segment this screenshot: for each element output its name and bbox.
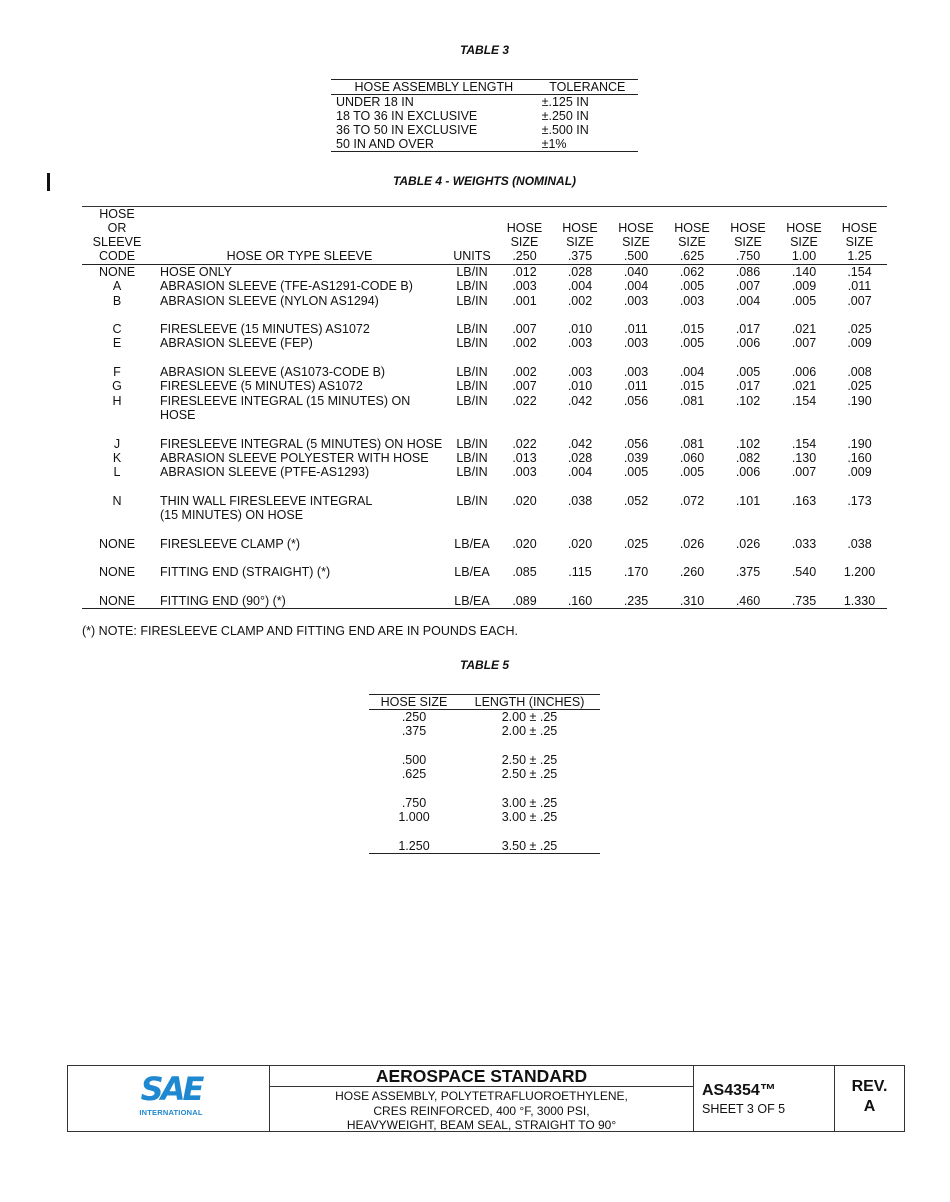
description-cell: ABRASION SLEEVE (TFE-AS1291-CODE B) bbox=[160, 279, 413, 294]
description-cell: ABRASION SLEEVE (NYLON AS1294) bbox=[160, 293, 379, 308]
weight-cell: .042 bbox=[567, 436, 593, 451]
weight-cell: .026 bbox=[735, 536, 761, 551]
weight-cell: .020 bbox=[512, 493, 537, 508]
code-cell: J bbox=[113, 436, 121, 451]
weight-cell: .039 bbox=[623, 450, 649, 465]
table4-header-units: UNITS bbox=[447, 207, 497, 265]
table-row bbox=[82, 351, 887, 380]
length-cell: 2.50 ± .25 bbox=[501, 752, 558, 767]
table3 bbox=[331, 79, 638, 152]
weight-cell: .005 bbox=[791, 293, 817, 308]
units-cell: LB/IN bbox=[456, 493, 488, 508]
weight-cell: .060 bbox=[679, 450, 705, 465]
table-row bbox=[82, 479, 887, 522]
sae-logo-text: INTERNATIONAL bbox=[139, 1108, 203, 1117]
length-cell: 3.50 ± .25 bbox=[459, 824, 600, 853]
hose-size-cell: .250 bbox=[401, 710, 427, 724]
weight-cell: .056 bbox=[623, 393, 649, 408]
weight-cell: .013 bbox=[512, 450, 537, 465]
table-row bbox=[82, 580, 887, 609]
table4-note: (*) NOTE: FIRESLEEVE CLAMP AND FITTING END ARE IN POUNDS EACH. bbox=[82, 624, 518, 638]
weight-cell: .003 bbox=[679, 293, 705, 308]
table-row bbox=[369, 810, 600, 824]
table4-weights bbox=[82, 206, 887, 609]
weight-cell: .102 bbox=[735, 393, 761, 408]
code-cell: L bbox=[113, 465, 121, 480]
table-row bbox=[369, 710, 600, 725]
description-cell: ABRASION SLEEVE (AS1073-CODE B) bbox=[160, 365, 386, 380]
sae-logo-letters: SAE bbox=[140, 1070, 202, 1108]
description-cell: FIRESLEEVE INTEGRAL (5 MINUTES) ON HOSE bbox=[160, 436, 443, 451]
tolerance-cell: ±.250 IN bbox=[541, 109, 589, 123]
table-row bbox=[331, 123, 638, 137]
subtitle-line: HEAVYWEIGHT, BEAM SEAL, STRAIGHT TO 90° bbox=[346, 1118, 617, 1132]
weight-cell: .025 bbox=[847, 379, 872, 394]
hose-size-cell: .625 bbox=[401, 767, 427, 782]
tolerance-cell: ±1% bbox=[537, 137, 638, 152]
table4-header-desc: HOSE OR TYPE SLEEVE bbox=[152, 207, 447, 265]
weight-cell: .154 bbox=[791, 436, 817, 451]
weight-cell: .310 bbox=[664, 580, 720, 609]
weight-cell: .007 bbox=[512, 322, 537, 337]
table-row bbox=[82, 308, 887, 337]
units-cell: LB/IN bbox=[456, 279, 488, 294]
doc-number-cell bbox=[694, 1066, 835, 1131]
description-cell: FITTING END (STRAIGHT) (*) bbox=[160, 565, 331, 580]
weight-cell: .033 bbox=[791, 536, 817, 551]
weight-cell: .007 bbox=[735, 279, 761, 294]
weight-cell: .540 bbox=[791, 565, 817, 580]
hose-size-cell: .375 bbox=[401, 724, 427, 739]
size-header: HOSE SIZE .375 bbox=[552, 207, 608, 265]
units-cell: LB/IN bbox=[456, 365, 488, 380]
table-row bbox=[82, 422, 887, 451]
table-row bbox=[331, 137, 638, 152]
weight-cell: .081 bbox=[679, 436, 705, 451]
rev-value: A bbox=[863, 1098, 876, 1115]
description-cell: FITTING END (90°) (*) bbox=[152, 580, 447, 609]
subtitle-line: CRES REINFORCED, 400 °F, 3000 PSI, bbox=[373, 1103, 590, 1118]
weight-cell: .007 bbox=[847, 293, 872, 308]
weight-cell: .028 bbox=[567, 265, 593, 279]
table-row bbox=[82, 379, 887, 393]
description-cell: ABRASION SLEEVE POLYESTER WITH HOSE bbox=[160, 450, 429, 465]
weight-cell: .015 bbox=[679, 379, 705, 394]
weight-cell: .002 bbox=[512, 336, 537, 351]
weight-cell: .003 bbox=[623, 365, 649, 380]
table4-header-code: HOSE OR SLEEVE CODE bbox=[82, 207, 152, 265]
subtitle-line: HOSE ASSEMBLY, POLYTETRAFLUOROETHYLENE, bbox=[335, 1089, 628, 1103]
weight-cell: .009 bbox=[791, 279, 817, 294]
length-cell: UNDER 18 IN bbox=[336, 95, 414, 109]
weight-cell: .004 bbox=[679, 365, 705, 380]
weight-cell: .011 bbox=[847, 279, 872, 294]
weight-cell: .160 bbox=[552, 580, 608, 609]
weight-cell: .004 bbox=[735, 293, 761, 308]
description-cell: FIRESLEEVE (5 MINUTES) AS1072 bbox=[160, 379, 363, 394]
code-cell: N bbox=[112, 493, 122, 508]
weight-cell: .004 bbox=[567, 465, 593, 480]
weight-cell: .170 bbox=[623, 565, 649, 580]
weight-cell: .040 bbox=[623, 265, 649, 279]
weight-cell: .009 bbox=[847, 336, 872, 351]
units-cell: LB/EA bbox=[454, 536, 490, 551]
weight-cell: .003 bbox=[567, 336, 593, 351]
description-cell: ABRASION SLEEVE (FEP) bbox=[160, 336, 313, 351]
code-cell: G bbox=[112, 379, 122, 394]
units-cell: LB/EA bbox=[454, 565, 490, 580]
table-row bbox=[82, 522, 887, 551]
size-header: HOSE SIZE .250 bbox=[497, 207, 552, 265]
weight-cell: .011 bbox=[624, 379, 648, 394]
weight-cell: .020 bbox=[512, 536, 537, 551]
units-cell: LB/IN bbox=[456, 436, 488, 451]
weight-cell: .085 bbox=[512, 565, 537, 580]
weight-cell: .042 bbox=[567, 393, 593, 408]
revision-change-bar bbox=[47, 173, 50, 191]
code-cell: F bbox=[113, 365, 121, 380]
weight-cell: .140 bbox=[791, 265, 817, 279]
code-cell: A bbox=[112, 279, 122, 294]
weight-cell: .005 bbox=[623, 465, 649, 480]
description-cell: THIN WALL FIRESLEEVE INTEGRAL (15 MINUTES) ON HOSE bbox=[160, 493, 373, 523]
description-cell: FIRESLEEVE (15 MINUTES) AS1072 bbox=[160, 322, 370, 337]
units-cell: LB/IN bbox=[456, 450, 488, 465]
units-cell: LB/IN bbox=[456, 336, 488, 351]
weight-cell: .005 bbox=[679, 336, 705, 351]
table-row bbox=[369, 824, 600, 853]
table3-header-length: HOSE ASSEMBLY LENGTH bbox=[331, 80, 537, 95]
weight-cell: .260 bbox=[679, 565, 705, 580]
weight-cell: .008 bbox=[847, 365, 872, 380]
weight-cell: .101 bbox=[735, 493, 761, 508]
table-row bbox=[369, 781, 600, 810]
code-cell: E bbox=[112, 336, 122, 351]
rev-label: REV. bbox=[851, 1078, 888, 1095]
table-row bbox=[82, 394, 887, 423]
table-row bbox=[369, 739, 600, 768]
weight-cell: .011 bbox=[624, 322, 648, 337]
weight-cell: .081 bbox=[679, 393, 705, 408]
weight-cell: .173 bbox=[847, 493, 872, 508]
table-row bbox=[331, 109, 638, 123]
description-cell: FIRESLEEVE INTEGRAL (15 MINUTES) ON HOSE bbox=[160, 393, 411, 422]
code-cell: H bbox=[112, 393, 122, 408]
weight-cell: .003 bbox=[512, 279, 537, 294]
weight-cell: .007 bbox=[791, 465, 817, 480]
hose-size-cell: 1.250 bbox=[369, 824, 459, 853]
description-cell: FIRESLEEVE CLAMP (*) bbox=[160, 536, 301, 551]
weight-cell: .154 bbox=[791, 393, 817, 408]
weight-cell: .015 bbox=[679, 322, 705, 337]
table-row bbox=[82, 551, 887, 580]
units-cell: LB/EA bbox=[447, 580, 497, 609]
weight-cell: .004 bbox=[567, 279, 593, 294]
table-row bbox=[369, 724, 600, 738]
weight-cell: .006 bbox=[735, 336, 761, 351]
table5-caption: TABLE 5 bbox=[459, 658, 510, 672]
table-row bbox=[82, 451, 887, 465]
units-cell: LB/IN bbox=[456, 322, 488, 337]
weight-cell: .004 bbox=[623, 279, 649, 294]
weight-cell: .022 bbox=[512, 436, 537, 451]
weight-cell: .010 bbox=[567, 322, 593, 337]
weight-cell: .006 bbox=[735, 465, 761, 480]
code-cell: NONE bbox=[98, 536, 136, 551]
weight-cell: .115 bbox=[568, 565, 592, 580]
table5-header-length: LENGTH (INCHES) bbox=[459, 695, 600, 710]
description-cell: ABRASION SLEEVE (PTFE-AS1293) bbox=[160, 465, 370, 480]
weight-cell: .003 bbox=[512, 465, 537, 480]
weight-cell: .190 bbox=[847, 393, 872, 408]
description-cell: HOSE ONLY bbox=[160, 265, 233, 279]
table-row bbox=[82, 465, 887, 479]
weight-cell: .020 bbox=[567, 536, 593, 551]
weight-cell: .009 bbox=[847, 465, 872, 480]
weight-cell: .003 bbox=[567, 365, 593, 380]
weight-cell: .082 bbox=[735, 450, 761, 465]
table4-caption: TABLE 4 - WEIGHTS (NOMINAL) bbox=[392, 174, 577, 188]
code-cell: NONE bbox=[98, 565, 136, 580]
weight-cell: .375 bbox=[735, 565, 761, 580]
weight-cell: .025 bbox=[623, 536, 649, 551]
doc-number: AS4354™ bbox=[702, 1082, 776, 1099]
weight-cell: 1.200 bbox=[843, 565, 876, 580]
weight-cell: .102 bbox=[735, 436, 761, 451]
standard-subtitle bbox=[270, 1087, 693, 1133]
weight-cell: .003 bbox=[623, 336, 649, 351]
length-cell: 2.50 ± .25 bbox=[501, 767, 558, 782]
size-header: HOSE SIZE 1.00 bbox=[776, 207, 832, 265]
code-cell: K bbox=[112, 450, 122, 465]
logo-cell bbox=[68, 1066, 270, 1131]
length-cell: 3.00 ± .25 bbox=[501, 795, 558, 810]
weight-cell: .025 bbox=[847, 322, 872, 337]
units-cell: LB/IN bbox=[456, 293, 488, 308]
table-row bbox=[82, 294, 887, 308]
hose-size-cell: .750 bbox=[401, 795, 427, 810]
length-cell: 3.00 ± .25 bbox=[501, 810, 558, 825]
weight-cell: .001 bbox=[512, 293, 537, 308]
weight-cell: .002 bbox=[567, 293, 593, 308]
weight-cell: .017 bbox=[735, 322, 761, 337]
weight-cell: .086 bbox=[735, 265, 761, 279]
weight-cell: .089 bbox=[497, 580, 552, 609]
table5 bbox=[369, 694, 600, 854]
weight-cell: .021 bbox=[791, 379, 817, 394]
weight-cell: .002 bbox=[512, 365, 537, 380]
table-row bbox=[82, 336, 887, 350]
size-header: HOSE SIZE .500 bbox=[608, 207, 664, 265]
weight-cell: .012 bbox=[512, 265, 537, 279]
weight-cell: .056 bbox=[623, 436, 649, 451]
weight-cell: .026 bbox=[679, 536, 705, 551]
sae-logo bbox=[136, 1072, 206, 1124]
title-block bbox=[67, 1065, 905, 1132]
table3-header-tolerance: TOLERANCE bbox=[537, 80, 638, 95]
weight-cell: .163 bbox=[791, 493, 817, 508]
units-cell: LB/IN bbox=[456, 393, 488, 408]
weight-cell: .072 bbox=[679, 493, 705, 508]
title-cell bbox=[270, 1066, 694, 1131]
code-cell: C bbox=[112, 322, 122, 337]
weight-cell: .038 bbox=[847, 536, 872, 551]
weight-cell: .017 bbox=[735, 379, 761, 394]
revision-cell bbox=[835, 1066, 904, 1131]
weight-cell: .052 bbox=[623, 493, 649, 508]
weight-cell: .005 bbox=[735, 365, 761, 380]
sheet-number: SHEET 3 OF 5 bbox=[702, 1102, 786, 1116]
table5-header-size: HOSE SIZE bbox=[369, 695, 459, 710]
length-cell: 36 TO 50 IN EXCLUSIVE bbox=[336, 123, 478, 137]
weight-cell: .235 bbox=[608, 580, 664, 609]
weight-cell: .010 bbox=[567, 379, 593, 394]
length-cell: 2.00 ± .25 bbox=[501, 710, 558, 724]
weight-cell: .735 bbox=[776, 580, 832, 609]
units-cell: LB/IN bbox=[456, 465, 488, 480]
weight-cell: .028 bbox=[567, 450, 593, 465]
weight-cell: .021 bbox=[791, 322, 817, 337]
code-cell: B bbox=[112, 293, 122, 308]
weight-cell: .005 bbox=[679, 465, 705, 480]
code-cell: NONE bbox=[98, 265, 136, 279]
tolerance-cell: ±.125 IN bbox=[541, 95, 589, 109]
weight-cell: .007 bbox=[512, 379, 537, 394]
weight-cell: .154 bbox=[847, 265, 872, 279]
length-cell: 2.00 ± .25 bbox=[501, 724, 558, 739]
weight-cell: 1.330 bbox=[832, 580, 887, 609]
units-cell: LB/IN bbox=[456, 379, 488, 394]
weight-cell: .062 bbox=[679, 265, 705, 279]
standard-title: AEROSPACE STANDARD bbox=[270, 1066, 693, 1087]
size-header: HOSE SIZE .750 bbox=[720, 207, 776, 265]
hose-size-cell: 1.000 bbox=[398, 810, 430, 825]
units-cell: LB/IN bbox=[456, 265, 488, 279]
table-row bbox=[331, 95, 638, 110]
length-cell: 18 TO 36 IN EXCLUSIVE bbox=[336, 109, 478, 123]
size-header: HOSE SIZE 1.25 bbox=[832, 207, 887, 265]
size-header: HOSE SIZE .625 bbox=[664, 207, 720, 265]
weight-cell: .160 bbox=[847, 450, 872, 465]
weight-cell: .022 bbox=[512, 393, 537, 408]
table-row bbox=[82, 265, 887, 280]
table-row bbox=[82, 279, 887, 293]
table3-caption: TABLE 3 bbox=[459, 43, 510, 57]
weight-cell: .038 bbox=[567, 493, 593, 508]
weight-cell: .005 bbox=[679, 279, 705, 294]
weight-cell: .130 bbox=[791, 450, 817, 465]
weight-cell: .460 bbox=[720, 580, 776, 609]
weight-cell: .006 bbox=[791, 365, 817, 380]
tolerance-cell: ±.500 IN bbox=[541, 123, 589, 137]
length-cell: 50 IN AND OVER bbox=[331, 137, 537, 152]
weight-cell: .003 bbox=[623, 293, 649, 308]
hose-size-cell: .500 bbox=[401, 752, 427, 767]
code-cell: NONE bbox=[82, 580, 152, 609]
table-row bbox=[369, 767, 600, 781]
weight-cell: .190 bbox=[847, 436, 872, 451]
weight-cell: .007 bbox=[791, 336, 817, 351]
